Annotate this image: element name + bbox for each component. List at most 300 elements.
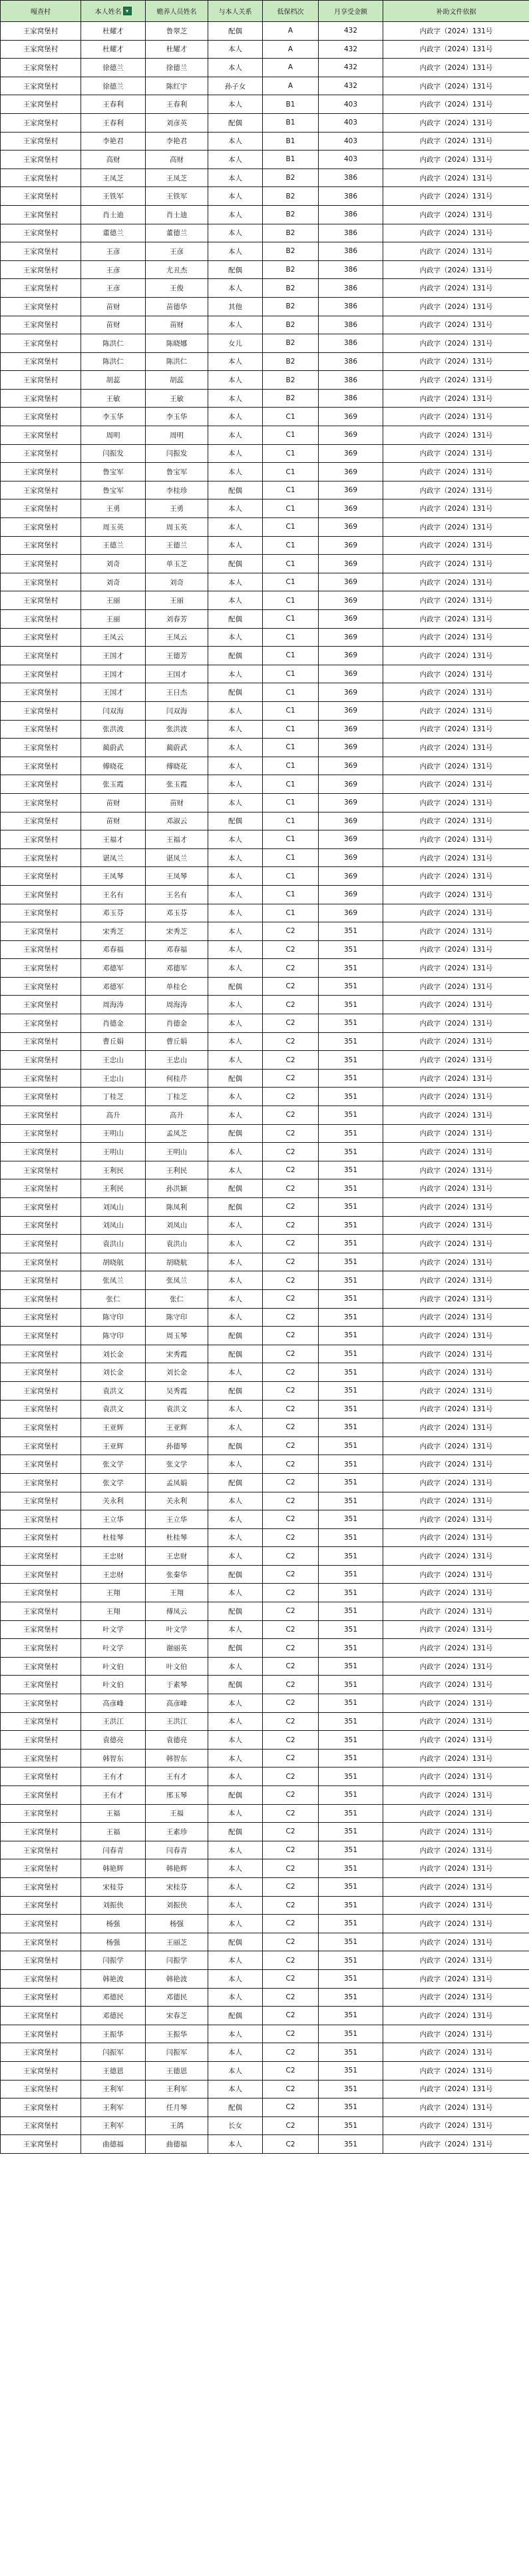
cell-dependent[interactable]: 张玉霞 <box>146 775 208 794</box>
cell-amount[interactable]: 351 <box>319 1565 383 1584</box>
cell-dependent[interactable]: 王日杰 <box>146 683 208 702</box>
cell-amount[interactable]: 351 <box>319 2116 383 2135</box>
cell-relation[interactable]: 本人 <box>208 996 263 1014</box>
cell-name[interactable]: 邓玉芬 <box>81 904 146 922</box>
cell-name[interactable]: 鲁宝军 <box>81 463 146 482</box>
cell-dependent[interactable]: 吴秀霞 <box>146 1381 208 1400</box>
cell-document[interactable]: 内政字（2024）131号 <box>383 1749 529 1768</box>
cell-document[interactable]: 内政字（2024）131号 <box>383 2135 529 2154</box>
cell-dependent[interactable]: 刘振侠 <box>146 1896 208 1915</box>
cell-relation[interactable]: 本人 <box>208 665 263 683</box>
cell-dependent[interactable]: 闫振军 <box>146 2043 208 2062</box>
cell-village[interactable]: 王家窝堡村 <box>1 1124 81 1143</box>
cell-name[interactable]: 杨强 <box>81 1915 146 1933</box>
cell-name[interactable]: 陈守印 <box>81 1308 146 1327</box>
cell-level[interactable]: C2 <box>263 1455 319 1474</box>
cell-name[interactable]: 王德恩 <box>81 2061 146 2080</box>
cell-village[interactable]: 王家窝堡村 <box>1 665 81 683</box>
cell-document[interactable]: 内政字（2024）131号 <box>383 628 529 647</box>
cell-level[interactable]: C1 <box>263 720 319 739</box>
cell-amount[interactable]: 351 <box>319 1877 383 1896</box>
cell-name[interactable]: 王凤芝 <box>81 168 146 187</box>
cell-village[interactable]: 王家窝堡村 <box>1 1308 81 1327</box>
cell-document[interactable]: 内政字（2024）131号 <box>383 40 529 59</box>
cell-document[interactable]: 内政字（2024）131号 <box>383 242 529 261</box>
cell-level[interactable]: C2 <box>263 1381 319 1400</box>
cell-village[interactable]: 王家窝堡村 <box>1 95 81 114</box>
cell-dependent[interactable]: 丁桂芝 <box>146 1088 208 1106</box>
cell-dependent[interactable]: 谌凤兰 <box>146 848 208 867</box>
cell-relation[interactable]: 本人 <box>208 940 263 959</box>
cell-amount[interactable]: 369 <box>319 757 383 775</box>
cell-level[interactable]: A <box>263 77 319 95</box>
cell-name[interactable]: 王丽 <box>81 591 146 610</box>
cell-dependent[interactable]: 孙德琴 <box>146 1437 208 1455</box>
cell-level[interactable]: C1 <box>263 647 319 665</box>
cell-level[interactable]: C2 <box>263 1419 319 1437</box>
cell-village[interactable]: 王家窝堡村 <box>1 1749 81 1768</box>
cell-level[interactable]: C2 <box>263 2025 319 2043</box>
cell-amount[interactable]: 369 <box>319 830 383 849</box>
cell-relation[interactable]: 本人 <box>208 628 263 647</box>
cell-document[interactable]: 内政字（2024）131号 <box>383 1032 529 1051</box>
cell-dependent[interactable]: 傅凤云 <box>146 1602 208 1621</box>
cell-dependent[interactable]: 袁德亮 <box>146 1731 208 1750</box>
cell-name[interactable]: 傅晓花 <box>81 757 146 775</box>
cell-amount[interactable]: 351 <box>319 1124 383 1143</box>
cell-amount[interactable]: 351 <box>319 1933 383 1951</box>
cell-document[interactable]: 内政字（2024）131号 <box>383 739 529 757</box>
cell-village[interactable]: 王家窝堡村 <box>1 132 81 151</box>
cell-name[interactable]: 王丽 <box>81 610 146 629</box>
cell-level[interactable]: C2 <box>263 1327 319 1345</box>
cell-level[interactable]: C2 <box>263 1179 319 1198</box>
cell-level[interactable]: B2 <box>263 371 319 390</box>
cell-document[interactable]: 内政字（2024）131号 <box>383 1768 529 1786</box>
cell-name[interactable]: 王亚辉 <box>81 1437 146 1455</box>
cell-village[interactable]: 王家窝堡村 <box>1 1639 81 1658</box>
cell-level[interactable]: C2 <box>263 940 319 959</box>
cell-document[interactable]: 内政字（2024）131号 <box>383 591 529 610</box>
cell-dependent[interactable]: 闫振学 <box>146 1951 208 1970</box>
cell-relation[interactable]: 配偶 <box>208 1933 263 1951</box>
cell-relation[interactable]: 本人 <box>208 1859 263 1878</box>
cell-relation[interactable]: 配偶 <box>208 1639 263 1658</box>
cell-dependent[interactable]: 苗财 <box>146 793 208 812</box>
cell-village[interactable]: 王家窝堡村 <box>1 812 81 830</box>
cell-relation[interactable]: 配偶 <box>208 1602 263 1621</box>
cell-relation[interactable]: 本人 <box>208 1308 263 1327</box>
cell-level[interactable]: B2 <box>263 316 319 334</box>
cell-name[interactable]: 王有才 <box>81 1786 146 1805</box>
cell-relation[interactable]: 本人 <box>208 279 263 298</box>
cell-level[interactable]: C2 <box>263 1877 319 1896</box>
cell-village[interactable]: 王家窝堡村 <box>1 2080 81 2098</box>
cell-document[interactable]: 内政字（2024）131号 <box>383 1694 529 1713</box>
cell-document[interactable]: 内政字（2024）131号 <box>383 1786 529 1805</box>
cell-name[interactable]: 王立华 <box>81 1510 146 1529</box>
cell-dependent[interactable]: 陈红宇 <box>146 77 208 95</box>
cell-document[interactable]: 内政字（2024）131号 <box>383 1933 529 1951</box>
cell-village[interactable]: 王家窝堡村 <box>1 1363 81 1382</box>
cell-level[interactable]: A <box>263 59 319 77</box>
cell-name[interactable]: 邓德民 <box>81 2007 146 2025</box>
cell-village[interactable]: 王家窝堡村 <box>1 1032 81 1051</box>
cell-village[interactable]: 王家窝堡村 <box>1 1584 81 1602</box>
cell-level[interactable]: C1 <box>263 481 319 499</box>
cell-document[interactable]: 内政字（2024）131号 <box>383 371 529 390</box>
cell-amount[interactable]: 403 <box>319 132 383 151</box>
cell-name[interactable]: 闫振学 <box>81 1951 146 1970</box>
cell-document[interactable]: 内政字（2024）131号 <box>383 573 529 591</box>
cell-dependent[interactable]: 刘彦英 <box>146 113 208 132</box>
cell-dependent[interactable]: 董德兰 <box>146 224 208 242</box>
cell-name[interactable]: 邓德民 <box>81 1988 146 2007</box>
cell-name[interactable]: 苗财 <box>81 793 146 812</box>
cell-relation[interactable]: 本人 <box>208 2025 263 2043</box>
cell-relation[interactable]: 本人 <box>208 1951 263 1970</box>
cell-level[interactable]: C2 <box>263 1253 319 1271</box>
cell-level[interactable]: C2 <box>263 1235 319 1253</box>
cell-relation[interactable]: 本人 <box>208 1106 263 1125</box>
cell-level[interactable]: C2 <box>263 1161 319 1179</box>
cell-amount[interactable]: 351 <box>319 1804 383 1823</box>
cell-village[interactable]: 王家窝堡村 <box>1 610 81 629</box>
cell-amount[interactable]: 351 <box>319 2135 383 2154</box>
cell-amount[interactable]: 351 <box>319 2080 383 2098</box>
cell-village[interactable]: 王家窝堡村 <box>1 1235 81 1253</box>
cell-village[interactable]: 王家窝堡村 <box>1 996 81 1014</box>
cell-dependent[interactable]: 王明山 <box>146 1143 208 1161</box>
cell-amount[interactable]: 369 <box>319 555 383 573</box>
cell-level[interactable]: C1 <box>263 904 319 922</box>
cell-level[interactable]: B2 <box>263 187 319 206</box>
cell-dependent[interactable]: 邓德军 <box>146 959 208 978</box>
cell-relation[interactable]: 本人 <box>208 1363 263 1382</box>
header-village[interactable]: 嘎查村 <box>1 1 81 22</box>
cell-amount[interactable]: 369 <box>319 812 383 830</box>
cell-dependent[interactable]: 周海涛 <box>146 996 208 1014</box>
cell-village[interactable]: 王家窝堡村 <box>1 1289 81 1308</box>
cell-name[interactable]: 叶文伯 <box>81 1657 146 1676</box>
cell-amount[interactable]: 351 <box>319 1510 383 1529</box>
cell-amount[interactable]: 351 <box>319 1694 383 1713</box>
cell-relation[interactable]: 配偶 <box>208 1124 263 1143</box>
cell-dependent[interactable]: 张凤兰 <box>146 1271 208 1290</box>
cell-level[interactable]: C2 <box>263 1823 319 1841</box>
cell-relation[interactable]: 配偶 <box>208 260 263 279</box>
cell-level[interactable]: B2 <box>263 242 319 261</box>
cell-name[interactable]: 王明山 <box>81 1143 146 1161</box>
cell-document[interactable]: 内政字（2024）131号 <box>383 2043 529 2062</box>
cell-name[interactable]: 鲁宝军 <box>81 481 146 499</box>
cell-amount[interactable]: 403 <box>319 95 383 114</box>
cell-village[interactable]: 王家窝堡村 <box>1 371 81 390</box>
cell-dependent[interactable]: 王振华 <box>146 2025 208 2043</box>
cell-amount[interactable]: 351 <box>319 1032 383 1051</box>
cell-amount[interactable]: 351 <box>319 1639 383 1658</box>
cell-amount[interactable]: 351 <box>319 1179 383 1198</box>
cell-level[interactable]: C2 <box>263 2098 319 2117</box>
cell-dependent[interactable]: 宋秀芝 <box>146 922 208 941</box>
cell-village[interactable]: 王家窝堡村 <box>1 904 81 922</box>
cell-dependent[interactable]: 尤丑杰 <box>146 260 208 279</box>
cell-village[interactable]: 王家窝堡村 <box>1 647 81 665</box>
cell-level[interactable]: C2 <box>263 1804 319 1823</box>
cell-document[interactable]: 内政字（2024）131号 <box>383 151 529 169</box>
cell-name[interactable]: 王忠山 <box>81 1051 146 1070</box>
cell-level[interactable]: C2 <box>263 1933 319 1951</box>
cell-document[interactable]: 内政字（2024）131号 <box>383 1584 529 1602</box>
cell-level[interactable]: C2 <box>263 2116 319 2135</box>
cell-level[interactable]: C2 <box>263 1345 319 1363</box>
cell-dependent[interactable]: 高彦峰 <box>146 1694 208 1713</box>
cell-relation[interactable]: 本人 <box>208 701 263 720</box>
cell-village[interactable]: 王家窝堡村 <box>1 1179 81 1198</box>
cell-dependent[interactable]: 王福才 <box>146 830 208 849</box>
cell-village[interactable]: 王家窝堡村 <box>1 1216 81 1235</box>
cell-dependent[interactable]: 周玉英 <box>146 518 208 537</box>
cell-name[interactable]: 关永利 <box>81 1492 146 1510</box>
cell-level[interactable]: C2 <box>263 2135 319 2154</box>
cell-village[interactable]: 王家窝堡村 <box>1 1400 81 1419</box>
cell-document[interactable]: 内政字（2024）131号 <box>383 1308 529 1327</box>
cell-document[interactable]: 内政字（2024）131号 <box>383 1216 529 1235</box>
cell-village[interactable]: 王家窝堡村 <box>1 591 81 610</box>
cell-village[interactable]: 王家窝堡村 <box>1 2025 81 2043</box>
cell-name[interactable]: 董德兰 <box>81 224 146 242</box>
cell-name[interactable]: 邓德军 <box>81 977 146 996</box>
cell-document[interactable]: 内政字（2024）131号 <box>383 940 529 959</box>
cell-relation[interactable]: 长女 <box>208 2116 263 2135</box>
cell-relation[interactable]: 本人 <box>208 1419 263 1437</box>
cell-document[interactable]: 内政字（2024）131号 <box>383 444 529 463</box>
cell-dependent[interactable]: 邢玉琴 <box>146 1786 208 1805</box>
cell-amount[interactable]: 386 <box>319 316 383 334</box>
cell-amount[interactable]: 351 <box>319 1547 383 1566</box>
cell-village[interactable]: 王家窝堡村 <box>1 1786 81 1805</box>
cell-amount[interactable]: 351 <box>319 1069 383 1088</box>
cell-name[interactable]: 王亚辉 <box>81 1419 146 1437</box>
cell-relation[interactable]: 本人 <box>208 95 263 114</box>
cell-level[interactable]: C1 <box>263 885 319 904</box>
cell-name[interactable]: 张仁 <box>81 1289 146 1308</box>
cell-relation[interactable]: 本人 <box>208 830 263 849</box>
cell-amount[interactable]: 369 <box>319 591 383 610</box>
cell-name[interactable]: 张凤兰 <box>81 1271 146 1290</box>
cell-relation[interactable]: 本人 <box>208 408 263 426</box>
cell-name[interactable]: 高财 <box>81 151 146 169</box>
cell-level[interactable]: A <box>263 22 319 41</box>
cell-document[interactable]: 内政字（2024）131号 <box>383 224 529 242</box>
filter-dropdown-icon[interactable]: ▾ <box>123 7 132 15</box>
cell-relation[interactable]: 配偶 <box>208 481 263 499</box>
cell-village[interactable]: 王家窝堡村 <box>1 1877 81 1896</box>
cell-name[interactable]: 曲德福 <box>81 2135 146 2154</box>
cell-level[interactable]: C2 <box>263 922 319 941</box>
cell-document[interactable]: 内政字（2024）131号 <box>383 1565 529 1584</box>
cell-document[interactable]: 内政字（2024）131号 <box>383 2007 529 2025</box>
cell-relation[interactable]: 本人 <box>208 775 263 794</box>
cell-name[interactable]: 王春利 <box>81 95 146 114</box>
cell-dependent[interactable]: 王亚辉 <box>146 1419 208 1437</box>
cell-village[interactable]: 王家窝堡村 <box>1 1473 81 1492</box>
cell-level[interactable]: C2 <box>263 1988 319 2007</box>
cell-dependent[interactable]: 刘春芳 <box>146 610 208 629</box>
cell-relation[interactable]: 本人 <box>208 1915 263 1933</box>
cell-level[interactable]: B2 <box>263 205 319 224</box>
cell-level[interactable]: C2 <box>263 1786 319 1805</box>
cell-dependent[interactable]: 叶文伯 <box>146 1657 208 1676</box>
cell-village[interactable]: 王家窝堡村 <box>1 959 81 978</box>
cell-document[interactable]: 内政字（2024）131号 <box>383 793 529 812</box>
cell-relation[interactable]: 本人 <box>208 1749 263 1768</box>
cell-level[interactable]: C2 <box>263 1712 319 1731</box>
cell-name[interactable]: 王忠财 <box>81 1565 146 1584</box>
cell-name[interactable]: 周海涛 <box>81 996 146 1014</box>
cell-relation[interactable]: 配偶 <box>208 555 263 573</box>
cell-name[interactable]: 袁洪山 <box>81 1235 146 1253</box>
cell-amount[interactable]: 351 <box>319 1915 383 1933</box>
cell-name[interactable]: 杨强 <box>81 1933 146 1951</box>
cell-document[interactable]: 内政字（2024）131号 <box>383 1051 529 1070</box>
cell-document[interactable]: 内政字（2024）131号 <box>383 959 529 978</box>
cell-dependent[interactable]: 杨强 <box>146 1915 208 1933</box>
cell-level[interactable]: B2 <box>263 224 319 242</box>
cell-amount[interactable]: 351 <box>319 1749 383 1768</box>
cell-document[interactable]: 内政字（2024）131号 <box>383 1915 529 1933</box>
cell-village[interactable]: 王家窝堡村 <box>1 793 81 812</box>
cell-relation[interactable]: 本人 <box>208 316 263 334</box>
cell-village[interactable]: 王家窝堡村 <box>1 922 81 941</box>
cell-document[interactable]: 内政字（2024）131号 <box>383 187 529 206</box>
cell-village[interactable]: 王家窝堡村 <box>1 1345 81 1363</box>
cell-relation[interactable]: 配偶 <box>208 1179 263 1198</box>
cell-level[interactable]: C2 <box>263 2043 319 2062</box>
cell-name[interactable]: 王敏 <box>81 389 146 408</box>
cell-document[interactable]: 内政字（2024）131号 <box>383 1620 529 1639</box>
cell-amount[interactable]: 351 <box>319 1289 383 1308</box>
cell-document[interactable]: 内政字（2024）131号 <box>383 1510 529 1529</box>
cell-village[interactable]: 王家窝堡村 <box>1 1419 81 1437</box>
cell-document[interactable]: 内政字（2024）131号 <box>383 1381 529 1400</box>
cell-village[interactable]: 王家窝堡村 <box>1 1528 81 1547</box>
cell-document[interactable]: 内政字（2024）131号 <box>383 59 529 77</box>
cell-relation[interactable]: 本人 <box>208 904 263 922</box>
cell-level[interactable]: C1 <box>263 591 319 610</box>
cell-village[interactable]: 王家窝堡村 <box>1 739 81 757</box>
cell-amount[interactable]: 351 <box>319 977 383 996</box>
cell-document[interactable]: 内政字（2024）131号 <box>383 1823 529 1841</box>
cell-level[interactable]: C1 <box>263 793 319 812</box>
cell-document[interactable]: 内政字（2024）131号 <box>383 389 529 408</box>
cell-name[interactable]: 李艳君 <box>81 132 146 151</box>
cell-village[interactable]: 王家窝堡村 <box>1 1841 81 1859</box>
cell-document[interactable]: 内政字（2024）131号 <box>383 260 529 279</box>
cell-name[interactable]: 杜耀才 <box>81 22 146 41</box>
cell-dependent[interactable]: 于素琴 <box>146 1676 208 1694</box>
cell-village[interactable]: 王家窝堡村 <box>1 1106 81 1125</box>
cell-amount[interactable]: 369 <box>319 463 383 482</box>
cell-relation[interactable]: 本人 <box>208 1877 263 1896</box>
cell-amount[interactable]: 369 <box>319 536 383 555</box>
cell-village[interactable]: 王家窝堡村 <box>1 867 81 886</box>
cell-dependent[interactable]: 王忠财 <box>146 1547 208 1566</box>
cell-amount[interactable]: 351 <box>319 1235 383 1253</box>
cell-level[interactable]: C1 <box>263 867 319 886</box>
cell-name[interactable]: 王有才 <box>81 1768 146 1786</box>
cell-name[interactable]: 韩艳辉 <box>81 1859 146 1878</box>
cell-village[interactable]: 王家窝堡村 <box>1 334 81 353</box>
cell-name[interactable]: 胡蕊 <box>81 371 146 390</box>
cell-amount[interactable]: 351 <box>319 1841 383 1859</box>
cell-level[interactable]: B2 <box>263 389 319 408</box>
cell-document[interactable]: 内政字（2024）131号 <box>383 812 529 830</box>
cell-amount[interactable]: 351 <box>319 1381 383 1400</box>
cell-name[interactable]: 王福 <box>81 1804 146 1823</box>
cell-relation[interactable]: 本人 <box>208 573 263 591</box>
cell-amount[interactable]: 351 <box>319 1768 383 1786</box>
cell-dependent[interactable]: 曲德福 <box>146 2135 208 2154</box>
cell-amount[interactable]: 369 <box>319 848 383 867</box>
cell-dependent[interactable]: 王敏 <box>146 389 208 408</box>
cell-dependent[interactable]: 关永利 <box>146 1492 208 1510</box>
cell-amount[interactable]: 386 <box>319 242 383 261</box>
cell-name[interactable]: 苗财 <box>81 297 146 316</box>
cell-dependent[interactable]: 袁洪文 <box>146 1400 208 1419</box>
cell-relation[interactable]: 孙子女 <box>208 77 263 95</box>
cell-document[interactable]: 内政字（2024）131号 <box>383 1877 529 1896</box>
cell-dependent[interactable]: 王利民 <box>146 1161 208 1179</box>
cell-amount[interactable]: 351 <box>319 922 383 941</box>
cell-relation[interactable]: 本人 <box>208 1235 263 1253</box>
cell-village[interactable]: 王家窝堡村 <box>1 40 81 59</box>
cell-amount[interactable]: 351 <box>319 2025 383 2043</box>
cell-village[interactable]: 王家窝堡村 <box>1 1088 81 1106</box>
cell-name[interactable]: 王彦 <box>81 260 146 279</box>
cell-name[interactable]: 王忠山 <box>81 1069 146 1088</box>
cell-village[interactable]: 王家窝堡村 <box>1 573 81 591</box>
cell-dependent[interactable]: 韩智东 <box>146 1749 208 1768</box>
cell-dependent[interactable]: 王德芳 <box>146 647 208 665</box>
cell-amount[interactable]: 351 <box>319 1437 383 1455</box>
cell-village[interactable]: 王家窝堡村 <box>1 1161 81 1179</box>
cell-village[interactable]: 王家窝堡村 <box>1 408 81 426</box>
cell-relation[interactable]: 本人 <box>208 2061 263 2080</box>
cell-village[interactable]: 王家窝堡村 <box>1 536 81 555</box>
cell-relation[interactable]: 配偶 <box>208 977 263 996</box>
cell-dependent[interactable]: 肖德金 <box>146 1014 208 1033</box>
cell-document[interactable]: 内政字（2024）131号 <box>383 1455 529 1474</box>
cell-village[interactable]: 王家窝堡村 <box>1 316 81 334</box>
cell-relation[interactable]: 其他 <box>208 297 263 316</box>
cell-level[interactable]: C2 <box>263 1969 319 1988</box>
cell-relation[interactable]: 本人 <box>208 40 263 59</box>
cell-village[interactable]: 王家窝堡村 <box>1 1896 81 1915</box>
cell-dependent[interactable]: 张仁 <box>146 1289 208 1308</box>
cell-level[interactable]: C2 <box>263 2061 319 2080</box>
cell-amount[interactable]: 369 <box>319 867 383 886</box>
cell-relation[interactable]: 本人 <box>208 59 263 77</box>
cell-document[interactable]: 内政字（2024）131号 <box>383 77 529 95</box>
cell-village[interactable]: 王家窝堡村 <box>1 463 81 482</box>
cell-dependent[interactable]: 鲁宝军 <box>146 463 208 482</box>
cell-village[interactable]: 王家窝堡村 <box>1 775 81 794</box>
cell-relation[interactable]: 本人 <box>208 922 263 941</box>
cell-name[interactable]: 王利军 <box>81 2116 146 2135</box>
cell-document[interactable]: 内政字（2024）131号 <box>383 555 529 573</box>
cell-relation[interactable]: 配偶 <box>208 113 263 132</box>
